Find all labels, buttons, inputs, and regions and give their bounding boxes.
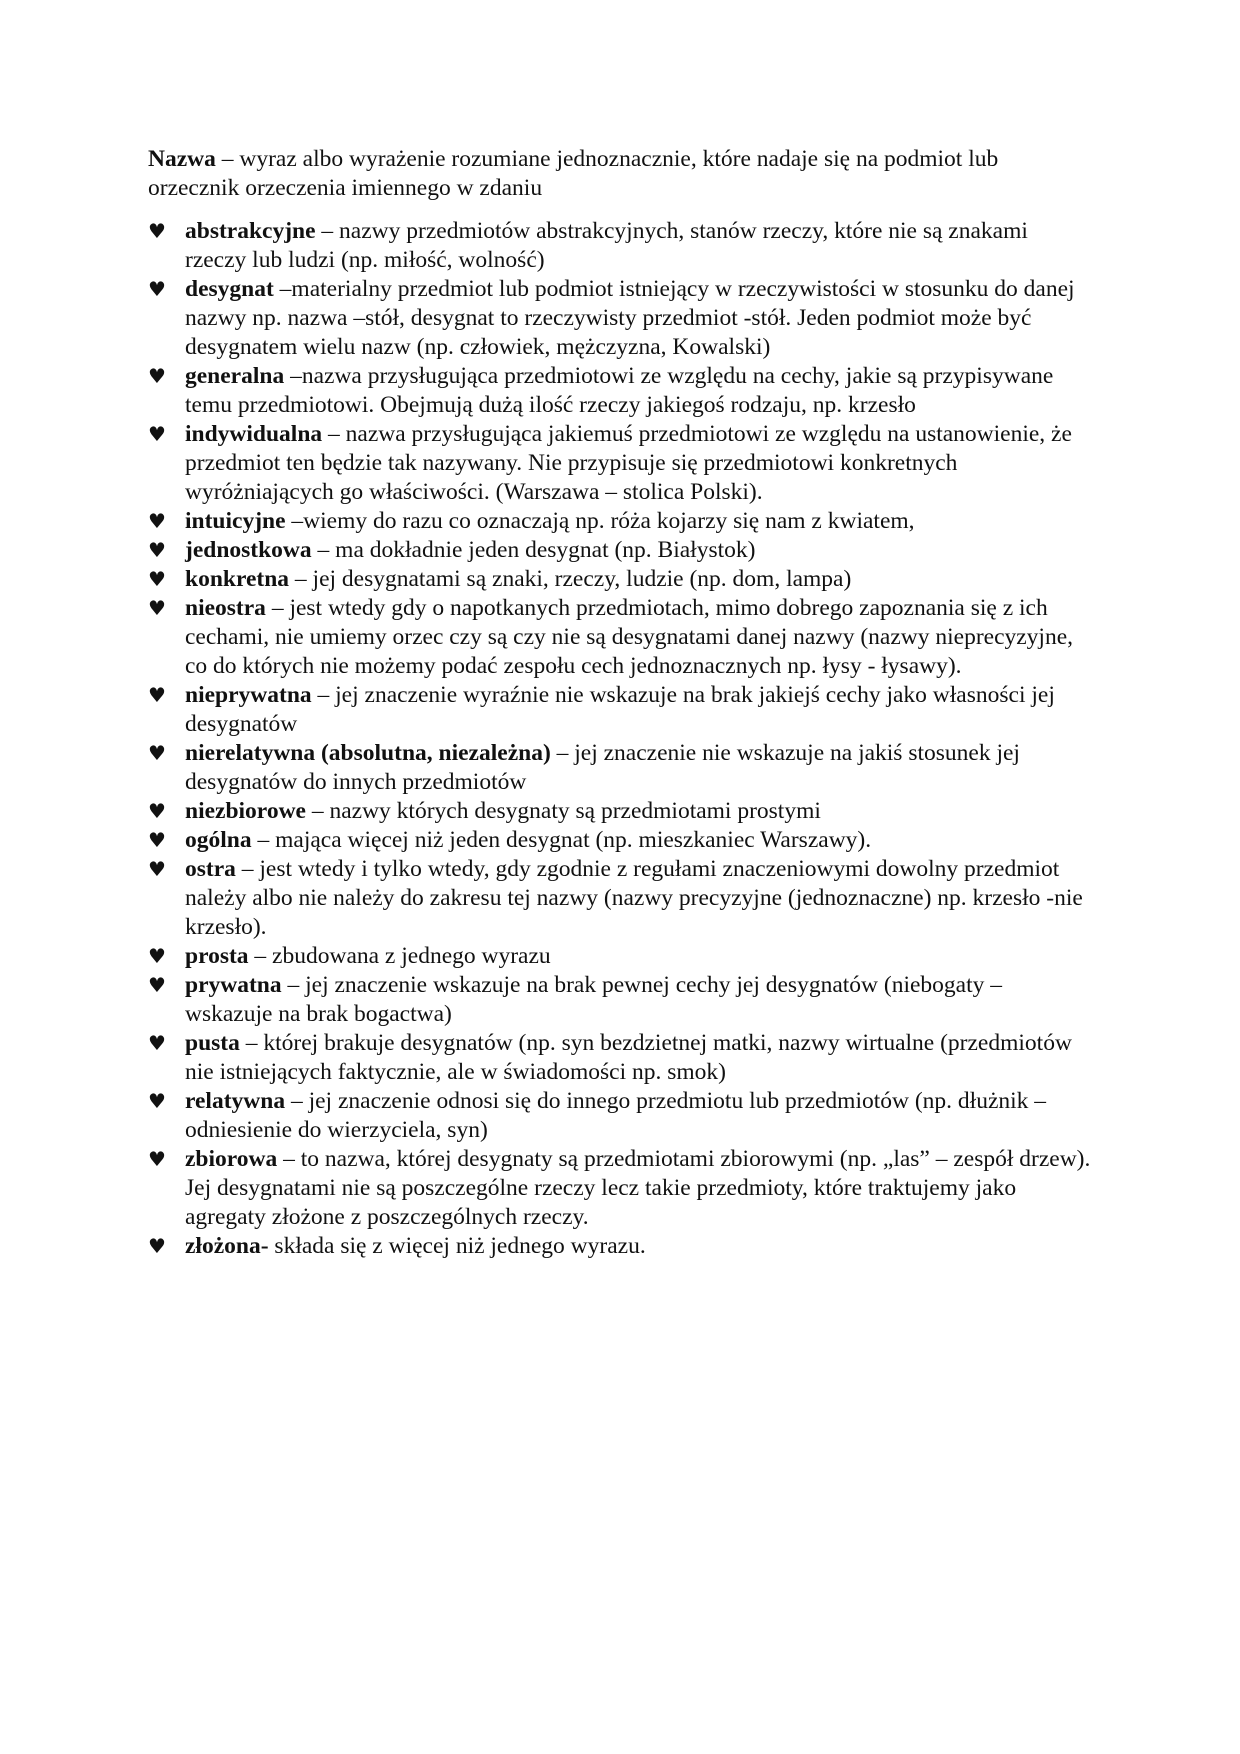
definition-term: prywatna [185, 972, 282, 998]
definition-text: – nazwa przysługująca jakiemuś przedmiotowi ze względu na ustanowienie, że przedmiot ten będzie tak nazywany. Nie przypisuje się przedmiotowi konkretnych wyróżniających go właściwości. (Warszawa – stolica Polski). [185, 421, 1072, 505]
definition-text: – zbudowana z jednego wyrazu [248, 943, 551, 969]
definition-text: – której brakuje desygnatów (np. syn bezdzietnej matki, nazwy wirtualne (przedmiotów nie istniejących faktycznie, ale w świadomości np. smok) [185, 1030, 1072, 1085]
list-item [148, 942, 1093, 971]
definition-term: jednostkowa [185, 537, 312, 563]
definition-term: ostra [185, 856, 236, 882]
definition-term: abstrakcyjne [185, 218, 316, 244]
list-item [148, 217, 1093, 275]
list-item [148, 681, 1093, 739]
list-item [148, 739, 1093, 797]
definition-text: składa się z więcej niż jednego wyrazu. [268, 1233, 646, 1259]
heart-bullet-icon: ♥ [148, 741, 166, 765]
heart-bullet-icon: ♥ [148, 1031, 166, 1055]
definition-text: – nazwy których desygnaty są przedmiotami prostymi [305, 798, 821, 824]
definition-text: – jest wtedy i tylko wtedy, gdy zgodnie z regułami znaczeniowymi dowolny przedmiot należy albo nie należy do zakresu tej nazwy (nazwy precyzyjne (jednoznaczne) np. krzesło -nie krzesło). [185, 856, 1083, 940]
heart-bullet-icon: ♥ [148, 277, 166, 301]
definition-text: – mająca więcej niż jeden desygnat (np. mieszkaniec Warszawy). [251, 827, 872, 853]
definition-text: – ma dokładnie jeden desygnat (np. Białystok) [311, 537, 756, 563]
definition-term: relatywna [185, 1088, 286, 1114]
list-item [148, 826, 1093, 855]
heart-bullet-icon: ♥ [148, 1147, 166, 1171]
definitions-list [148, 217, 1093, 1261]
heart-bullet-icon: ♥ [148, 1089, 166, 1113]
intro-term: Nazwa [148, 146, 216, 172]
list-item [148, 536, 1093, 565]
definition-text: – jej znaczenie wyraźnie nie wskazuje na brak jakiejś cechy jako własności jej desygnatów [185, 682, 1055, 737]
heart-bullet-icon: ♥ [148, 857, 166, 881]
definition-term: generalna [185, 363, 285, 389]
list-item [148, 1232, 1093, 1261]
definition-text: –nazwa przysługująca przedmiotowi ze względu na cechy, jakie są przypisywane temu przedmiotowi. Obejmują dużą ilość rzeczy jakiegoś rodzaju, np. krzesło [185, 363, 1054, 418]
definition-term: intuicyjne [185, 508, 286, 534]
definition-term: zbiorowa [185, 1146, 284, 1172]
list-item [148, 362, 1093, 420]
list-item [148, 797, 1093, 826]
list-item [148, 420, 1093, 507]
list-item [148, 1145, 1093, 1232]
heart-bullet-icon: ♥ [148, 509, 166, 533]
definition-term: konkretna [185, 566, 290, 592]
definition-text: – nazwy przedmiotów abstrakcyjnych, stanów rzeczy, które nie są znakami rzeczy lub ludzi (np. miłość, wolność) [185, 218, 1028, 273]
definition-term: niezbiorowe [185, 798, 306, 824]
list-item [148, 1029, 1093, 1087]
definition-text: – jej desygnatami są znaki, rzeczy, ludzie (np. dom, lampa) [289, 566, 852, 592]
heart-bullet-icon: ♥ [148, 422, 166, 446]
definition-term: desygnat [185, 276, 280, 302]
definition-text: – jej znaczenie wskazuje na brak pewnej cechy jej desygnatów (niebogaty – wskazuje na brak bogactwa) [185, 972, 1002, 1027]
definition-term: pusta [185, 1030, 240, 1056]
heart-bullet-icon: ♥ [148, 538, 166, 562]
heart-bullet-icon: ♥ [148, 364, 166, 388]
heart-bullet-icon: ♥ [148, 1234, 166, 1258]
definition-term: nieprywatna [185, 682, 312, 708]
heart-bullet-icon: ♥ [148, 567, 166, 591]
list-item [148, 275, 1093, 362]
list-item [148, 565, 1093, 594]
list-item [148, 507, 1093, 536]
intro-text: – wyraz albo wyrażenie rozumiane jednoznacznie, które nadaje się na podmiot lub orzecznik orzeczenia imiennego w zdaniu [148, 146, 999, 201]
document-page [148, 145, 1093, 1261]
definition-term: nierelatywna (absolutna, niezależna) [185, 740, 551, 766]
definition-text: – jest wtedy gdy o napotkanych przedmiotach, mimo dobrego zapoznania się z ich cechami, nie umiemy orzec czy są czy nie są desygnatami danej nazwy (nazwy nieprecyzyjne, co do których nie możemy podać zespołu cech jednoznacznych np. łysy - łysawy). [185, 595, 1074, 679]
definition-text: – jej znaczenie odnosi się do innego przedmiotu lub przedmiotów (np. dłużnik –odniesienie do wierzyciela, syn) [185, 1088, 1047, 1143]
definition-term: złożona- [185, 1233, 269, 1259]
intro-paragraph [148, 145, 1093, 203]
heart-bullet-icon: ♥ [148, 973, 166, 997]
definition-term: nieostra [185, 595, 266, 621]
definition-text: – to nazwa, której desygnaty są przedmiotami zbiorowymi (np. „las” – zespół drzew). Jej desygnatami nie są poszczególne rzeczy lecz takie przedmioty, które traktujemy jako agregaty złożone z poszczególnych rzeczy. [185, 1146, 1091, 1230]
definition-text: –materialny przedmiot lub podmiot istniejący w rzeczywistości w stosunku do danej nazwy np. nazwa –stół, desygnat to rzeczywisty przedmiot -stół. Jeden podmiot może być desygnatem wielu nazw (np. człowiek, mężczyzna, Kowalski) [185, 276, 1075, 360]
heart-bullet-icon: ♥ [148, 799, 166, 823]
heart-bullet-icon: ♥ [148, 944, 166, 968]
heart-bullet-icon: ♥ [148, 219, 166, 243]
definition-term: prosta [185, 943, 249, 969]
heart-bullet-icon: ♥ [148, 828, 166, 852]
list-item [148, 594, 1093, 681]
list-item [148, 1087, 1093, 1145]
list-item [148, 855, 1093, 942]
definition-text: –wiemy do razu co oznaczają np. róża kojarzy się nam z kwiatem, [285, 508, 915, 534]
heart-bullet-icon: ♥ [148, 683, 166, 707]
heart-bullet-icon: ♥ [148, 596, 166, 620]
definition-term: indywidualna [185, 421, 323, 447]
definition-term: ogólna [185, 827, 252, 853]
definition-text: – jej znaczenie nie wskazuje na jakiś stosunek jej desygnatów do innych przedmiotów [185, 740, 1020, 795]
list-item [148, 971, 1093, 1029]
